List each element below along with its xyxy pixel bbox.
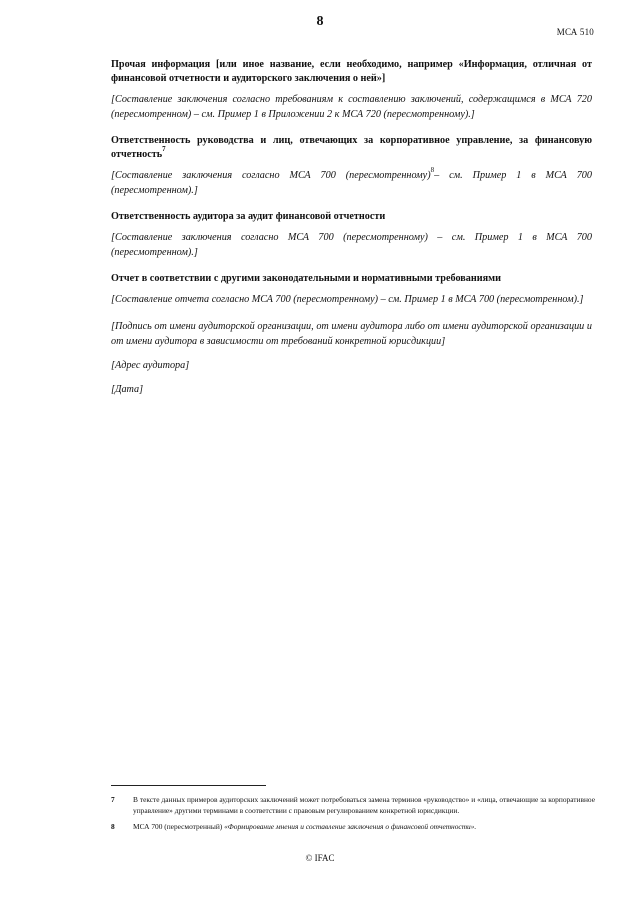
main-content — [111, 58, 592, 406]
section-text: [Составление отчета согласно МСА 700 (пересмотренному) – см. Пример 1 в МСА 700 (пересмотренном).] — [111, 294, 584, 305]
section-auditor-responsibility — [111, 210, 592, 260]
footnote-number: 7 — [111, 795, 115, 804]
footnote-ref: 8 — [430, 166, 435, 175]
section-heading: Отчет в соответствии с другими законодательными и нормативными требованиями — [111, 273, 501, 284]
page-number: 8 — [316, 14, 324, 29]
section-text — [111, 168, 592, 198]
text-part: – см. Пример 1 в МСА 700 (пересмотренном).] — [111, 170, 592, 196]
standard-code: МСА 510 — [556, 27, 594, 37]
footnote — [111, 821, 595, 832]
footnotes — [111, 794, 595, 837]
footnote-text: В тексте данных примеров аудиторских заключений может потребоваться замена терминов «руководство» и «лица, отвечающие за корпоративное управление» другими терминами в соответствии с правовым регулированием конкретной юрисдикции. — [133, 795, 595, 815]
copyright-footer: © IFAC — [305, 853, 335, 863]
section-text: [Составление заключения согласно требованиям к составлению заключений, содержащимся в МСА 720 (пересмотренном) – см. Пример 1 в Приложении 2 к МСА 720 (пересмотренному).] — [111, 94, 592, 120]
signature-placeholder: [Подпись от имени аудиторской организации, от имени аудитора либо от имени аудиторской организации и от имени аудитора в зависимости от требований конкретной юрисдикции] — [111, 321, 592, 347]
date-placeholder: [Дата] — [111, 384, 144, 395]
address-placeholder: [Адрес аудитора] — [111, 360, 190, 371]
section-heading: Ответственность аудитора за аудит финансовой отчетности — [111, 211, 386, 222]
footnote-divider — [111, 785, 266, 786]
section-management-responsibility — [111, 134, 592, 198]
footnote-number: 8 — [111, 822, 115, 831]
footnote — [111, 794, 595, 816]
footnote-title: «Формирование мнения и составление заключения о финансовой отчетности». — [224, 822, 477, 831]
section-text: [Составление заключения согласно МСА 700 (пересмотренному) – см. Пример 1 в МСА 700 (пересмотренном).] — [111, 232, 592, 258]
section-heading: Прочая информация [или иное название, если необходимо, например «Информация, отличная от финансовой отчетности и аудиторского заключения о ней»] — [111, 59, 592, 84]
heading-text: Ответственность руководства и лиц, отвечающих за корпоративное управление, за финансовую отчетность — [111, 135, 592, 160]
section-legal-requirements — [111, 272, 592, 307]
footnote-text-part: МСА 700 (пересмотренный) — [133, 822, 225, 831]
text-part: [Составление заключения согласно МСА 700 (пересмотренному) — [111, 170, 431, 181]
section-other-information — [111, 58, 592, 122]
section-heading — [111, 134, 592, 162]
footnote-ref: 7 — [162, 145, 166, 154]
footnote-text — [133, 821, 595, 832]
